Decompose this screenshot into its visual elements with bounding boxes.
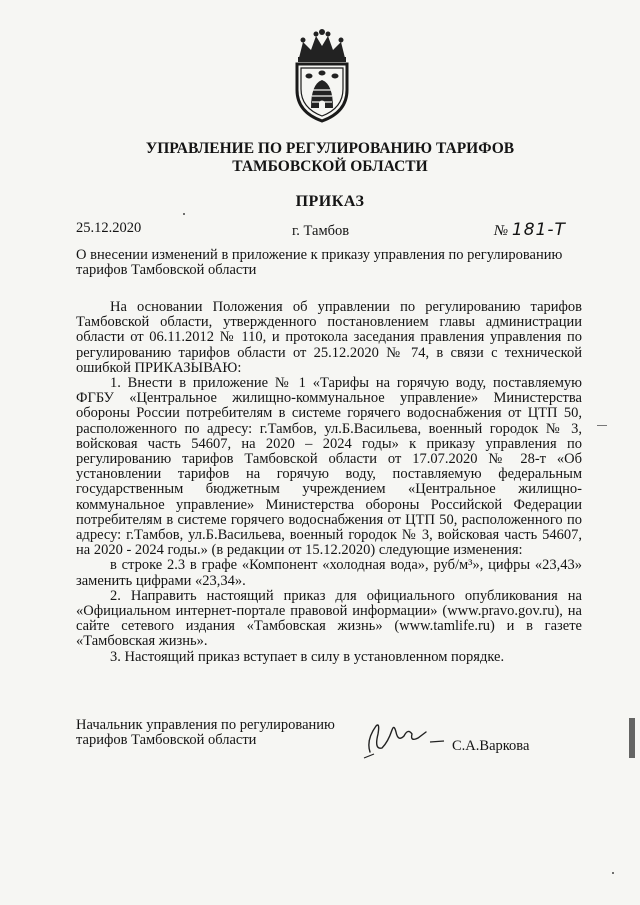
organization-name: [60, 140, 600, 176]
paragraph-item-1: 1. Внести в приложение № 1 «Тарифы на горячую воду, поставляемую ФГБУ «Центральное жилищно-коммунальное управление» Министерства обороны России потребителям в системе горячего водоснабжения от ЦТП 50, расположенного по адресу: г.Тамбов, ул.Б.Васильева, военный городок № 3, войсковая часть 54607, на 2020 – 2024 годы» к приказу управления по регулированию тарифов Тамбовской области от 17.07.2020 № 28-т «Об установлении тарифов на горячую воду, поставляемую федеральным государственным бюджетным учреждением «Центральное жилищно-коммунальное управление» Министерства обороны Российской Федерации потребителям в системе горячего водоснабжения от ЦТП 50, расположенного по адресу: г.Тамбов, ул.Б.Васильева, военный городок № 3, войсковая часть 54607, на 2020 - 2024 годы.» (в редакции от 15.12.2020) следующие изменения:: [76, 375, 582, 559]
scan-artifact: [597, 425, 607, 426]
document-body: [76, 300, 582, 665]
handwritten-signature: [352, 712, 452, 762]
paragraph-item-1-change: в строке 2.3 в графе «Компонент «холодная вода», руб/м³», цифры «23,43» заменить цифрами «23,34».: [76, 557, 582, 589]
signer-name: С.А.Варкова: [452, 738, 530, 754]
coat-of-arms-emblem: [289, 28, 355, 124]
signer-position-line-1: Начальник управления по регулированию: [76, 717, 335, 733]
document-subject: [76, 248, 586, 278]
document-city: г. Тамбов: [292, 223, 350, 239]
document-number: [494, 220, 566, 240]
subject-line-2: тарифов Тамбовской области: [76, 262, 257, 278]
subject-line-1: О внесении изменений в приложение к приказу управления по регулированию: [76, 247, 563, 263]
document-type: ПРИКАЗ: [295, 193, 365, 210]
paragraph-basis: На основании Положения об управлении по регулированию тарифов Тамбовской области, утвержденного постановлением главы администрации области от 06.11.2012 № 110, и протокола заседания правления управления по регулированию тарифов области от 25.12.2020 № 74, в связи с технической ошибкой ПРИКАЗЫВАЮ:: [76, 299, 582, 376]
signer-position-line-2: тарифов Тамбовской области: [76, 732, 257, 748]
scan-speck: [612, 872, 614, 874]
scan-speck: [183, 213, 185, 215]
paragraph-item-3: 3. Настоящий приказ вступает в силу в установленном порядке.: [110, 648, 505, 665]
paragraph-item-2: 2. Направить настоящий приказ для официального опубликования на «Официальном интернет-портале правовой информации» (www.pravo.gov.ru), на сайте сетевого издания «Тамбовская жизнь» (www.tamlife.ru) и в газете «Тамбовская жизнь».: [76, 587, 582, 650]
scan-edge-mark: [629, 718, 635, 758]
document-date: 25.12.2020: [76, 220, 142, 236]
org-line-2: ТАМБОВСКОЙ ОБЛАСТИ: [232, 158, 428, 175]
number-handwritten: 181-Т: [511, 220, 566, 240]
number-prefix: №: [494, 223, 509, 239]
org-line-1: УПРАВЛЕНИЕ ПО РЕГУЛИРОВАНИЮ ТАРИФОВ: [145, 140, 515, 157]
signer-position: [76, 718, 376, 748]
